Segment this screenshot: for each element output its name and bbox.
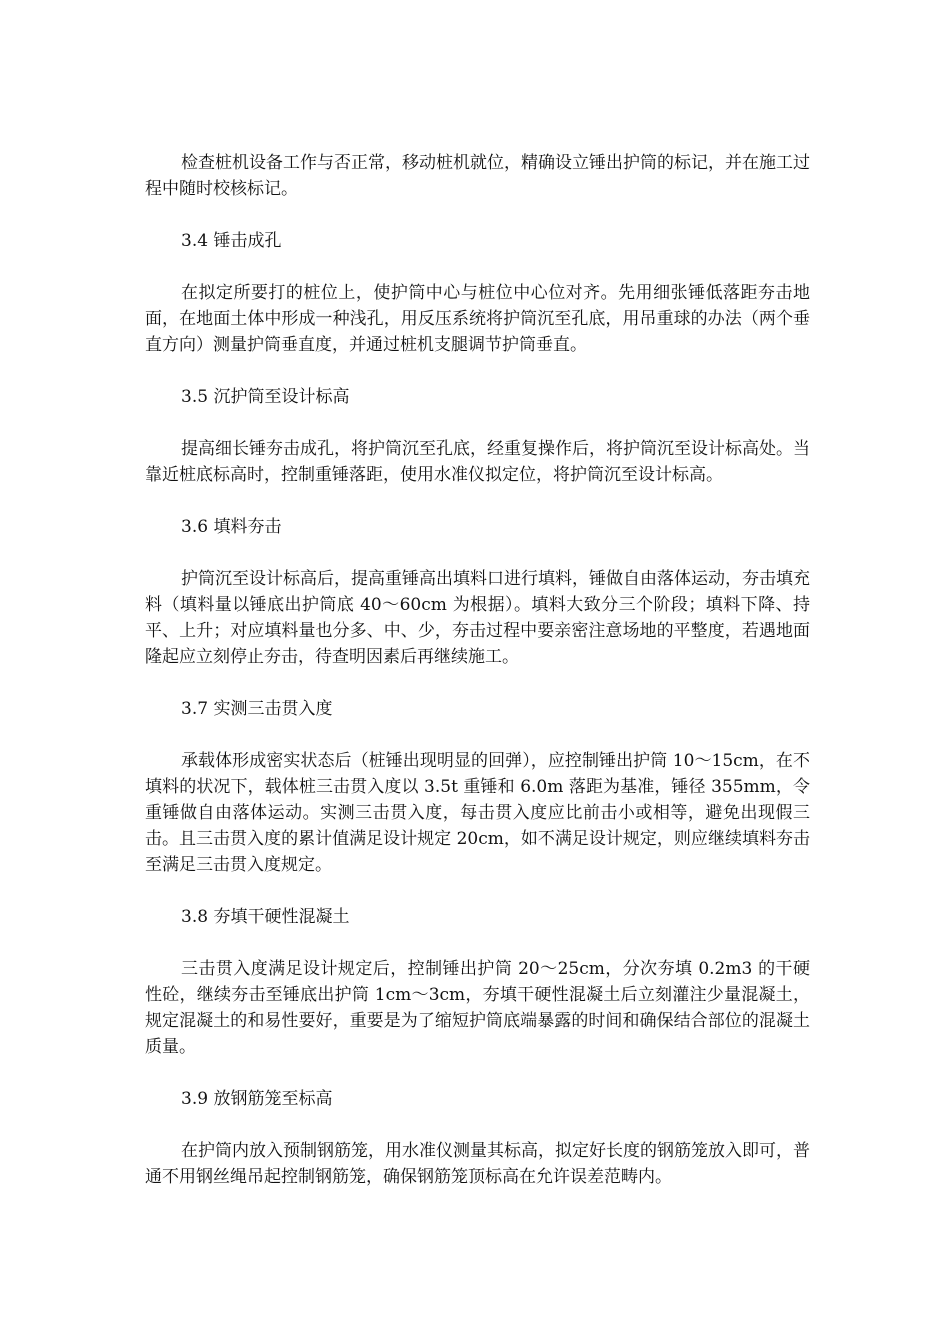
paragraph-sink-casing: 提高细长锤夯击成孔，将护筒沉至孔底，经重复操作后，将护筒沉至设计标高处。当靠近桩底标高时，控制重锤落距，使用水准仪拟定位，将护筒沉至设计标高。	[145, 439, 810, 485]
section-heading-3-8: 3.8 夯填干硬性混凝土	[181, 907, 350, 927]
document-body	[145, 150, 810, 1216]
section-heading-3-5: 3.5 沉护筒至设计标高	[181, 387, 350, 407]
section-heading-3-6: 3.6 填料夯击	[181, 517, 282, 537]
section-heading-3-9: 3.9 放钢筋笼至标高	[181, 1089, 333, 1109]
paragraph-fill-ramming: 护筒沉至设计标高后，提高重锤高出填料口进行填料，锤做自由落体运动，夯击填充料（填料量以锤底出护筒底 40～60cm 为根据）。填料大致分三个阶段；填料下降、持平、上升；对应填料量也分多、中、少，夯击过程中要亲密注意场地的平整度，若遇地面隆起应立刻停止夯击，待查明因素后再继续施工。	[145, 569, 810, 667]
section-heading-3-7: 3.7 实测三击贯入度	[181, 699, 333, 719]
paragraph-penetration-test: 承载体形成密实状态后（桩锤出现明显的回弹），应控制锤出护筒 10～15cm，在不填料的状况下，载体桩三击贯入度以 3.5t 重锤和 6.0m 落距为基准，锤径 355mm，令重锤做自由落体运动。实测三击贯入度，每击贯入度应比前击小或相等，避免出现假三击。且三击贯入度的累计值满足设计规定 20cm，如不满足设计规定，则应继续填料夯击至满足三击贯入度规定。	[145, 751, 810, 875]
section-heading-3-4: 3.4 锤击成孔	[181, 231, 282, 251]
paragraph-equipment-check: 检查桩机设备工作与否正常，移动桩机就位，精确设立锤出护筒的标记，并在施工过程中随时校核标记。	[145, 153, 810, 199]
paragraph-hammer-boring: 在拟定所要打的桩位上，使护筒中心与桩位中心位对齐。先用细张锤低落距夯击地面，在地面土体中形成一种浅孔，用反压系统将护筒沉至孔底，用吊重球的办法（两个垂直方向）测量护筒垂直度，并通过桩机支腿调节护筒垂直。	[145, 283, 810, 355]
paragraph-rebar-cage: 在护筒内放入预制钢筋笼，用水准仪测量其标高，拟定好长度的钢筋笼放入即可，普通不用钢丝绳吊起控制钢筋笼，确保钢筋笼顶标高在允许误差范畴内。	[145, 1141, 810, 1187]
paragraph-dry-concrete: 三击贯入度满足设计规定后，控制锤出护筒 20～25cm，分次夯填 0.2m3 的干硬性砼，继续夯击至锤底出护筒 1cm～3cm，夯填干硬性混凝土后立刻灌注少量混凝土，规定混凝土的和易性要好，重要是为了缩短护筒底端暴露的时间和确保结合部位的混凝土质量。	[145, 959, 810, 1057]
